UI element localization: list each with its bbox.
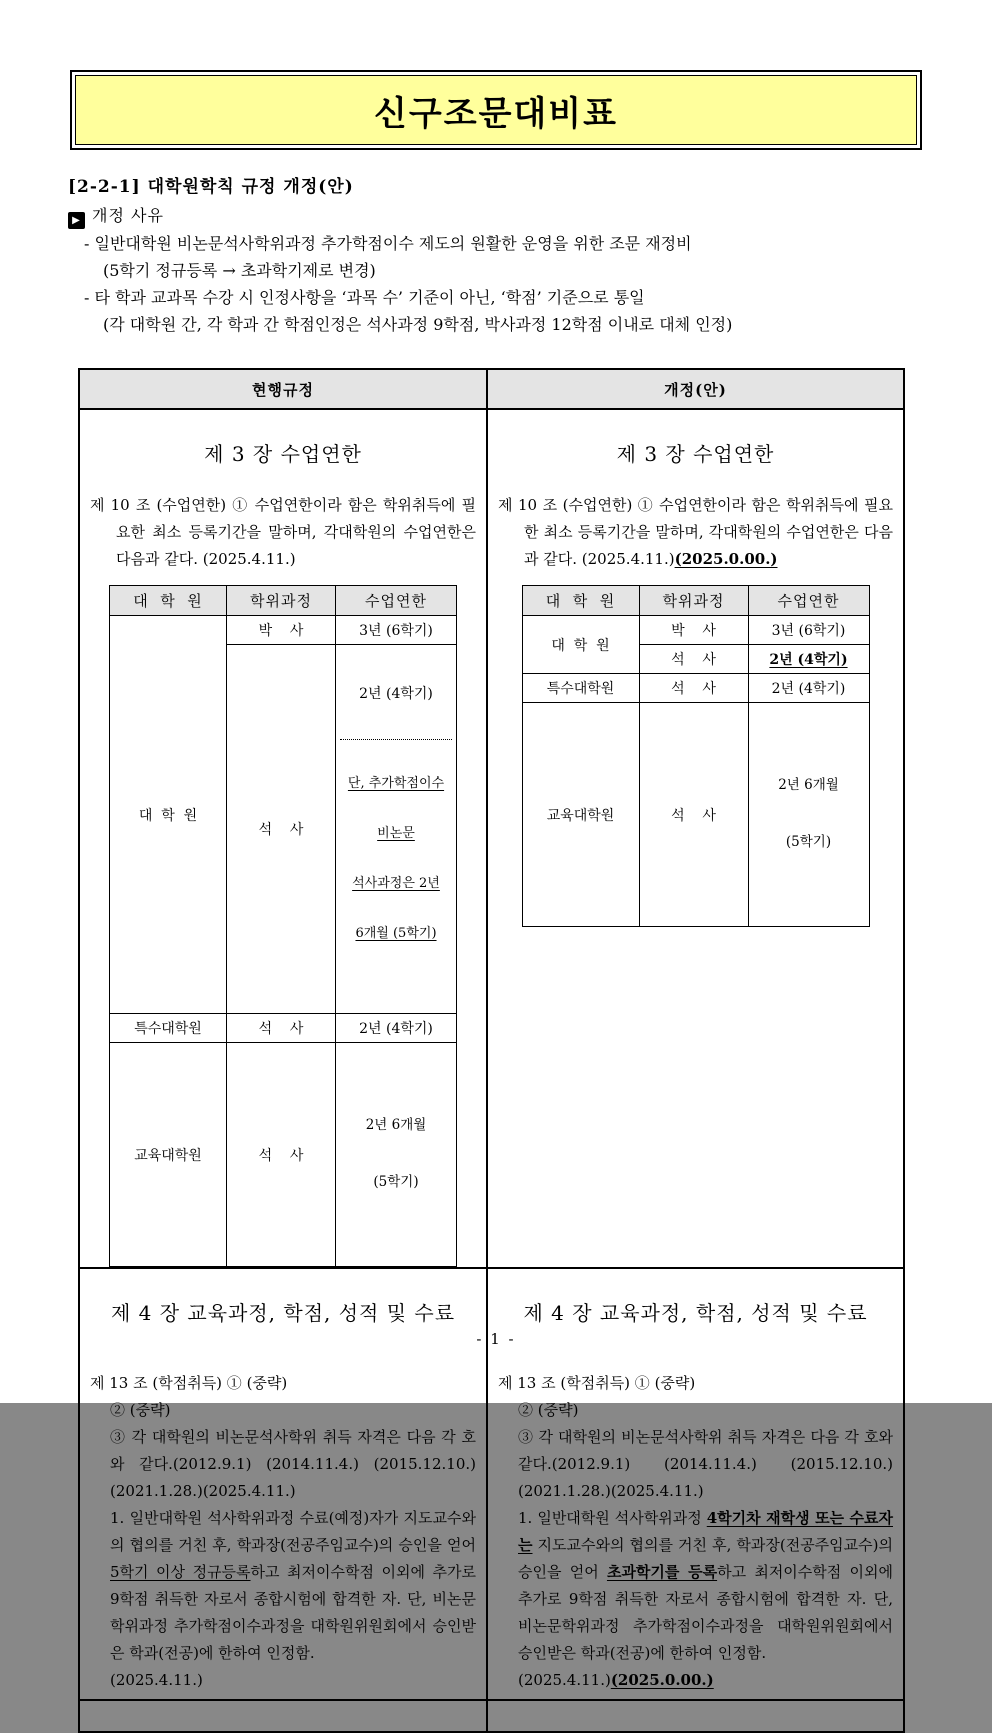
article13-p3: ③ 각 대학원의 비논문석사학위 취득 자격은 다음 각 호와 같다.(2012.9.1) (2014.11.4.) (2015.12.10.) (2021.1.28.)(2025.4.11.)	[518, 1428, 893, 1500]
title-box-inner	[75, 75, 917, 145]
empty-row	[79, 1700, 904, 1732]
article13-p2: ② (중략)	[518, 1401, 579, 1419]
doctor-duration-cell: 3년 (6학기)	[336, 616, 457, 645]
col-degree-course: 학위과정	[639, 586, 748, 616]
page-number: - 1 -	[476, 1330, 516, 1348]
article13-block	[498, 1370, 893, 1694]
current-regulation-header: 현행규정	[79, 369, 487, 409]
article13-p3: ③ 각 대학원의 비논문석사학위 취득 자격은 다음 각 호와 같다.(2012.9.1) (2014.11.4.) (2015.12.10.) (2021.1.28.)(2025.4.11.)	[110, 1428, 476, 1500]
master-duration-cell	[336, 645, 457, 1014]
col-degree-course: 학위과정	[227, 586, 336, 616]
comparison-header-row	[79, 369, 904, 409]
edu-grad-course-cell: 석 사	[227, 1043, 336, 1267]
article10-paragraph: 제 10 조 (수업연한) ① 수업연한이라 함은 학위취득에 필요한 최소 등록기간을 말하며, 각대학원의 수업연한은 다음과 같다. (2025.4.11.)	[90, 496, 476, 568]
note-line: 6개월 (5학기)	[355, 926, 437, 941]
doctor-row	[522, 616, 869, 645]
col-duration: 수업연한	[336, 586, 457, 616]
note-line: 비논문	[377, 826, 415, 841]
special-grad-duration-cell: 2년 (4학기)	[748, 674, 869, 703]
col-graduate-school: 대 학 원	[522, 586, 639, 616]
article13-p1: 제 13 조 (학점취득) ① (중략)	[90, 1374, 288, 1392]
reason-item-sub: (5학기 정규등록 → 초과학기제로 변경)	[103, 261, 376, 280]
reason-item-sub: (각 대학원 간, 각 학과 간 학점인정은 석사과정 9학점, 박사과정 12학점 이내로 대체 인정)	[103, 315, 733, 334]
master-duration-note	[340, 739, 452, 980]
article13-p5: (2025.4.11.)(2025.0.00.)	[518, 1671, 714, 1689]
special-grad-row	[522, 674, 869, 703]
duration-header-row	[110, 586, 457, 616]
special-grad-course-cell: 석 사	[639, 674, 748, 703]
note-line: 단, 추가학점이수	[347, 776, 445, 791]
reason-item: - 타 학과 교과목 수강 시 인정사항을 ‘과목 수’ 기준이 아닌, ‘학점’ 기준으로 통일	[84, 288, 645, 307]
special-grad-course-cell: 석 사	[227, 1014, 336, 1043]
document-title: 신구조문대비표	[374, 94, 618, 134]
special-grad-row	[110, 1014, 457, 1043]
section-heading: [2-2-1] 대학원학칙 규정 개정(안)	[68, 177, 354, 197]
duration-table-revised	[522, 585, 870, 927]
special-grad-duration-cell: 2년 (4학기)	[336, 1014, 457, 1043]
edu-grad-name-cell: 교육대학원	[522, 703, 639, 927]
edu-duration-line: (5학기)	[785, 834, 832, 850]
edu-grad-duration-cell	[748, 703, 869, 927]
edu-duration-line: 2년 6개월	[365, 1117, 427, 1133]
edu-grad-course-cell: 석 사	[639, 703, 748, 927]
current-chapter3-cell	[79, 409, 487, 1268]
revised-chapter3-cell	[487, 409, 904, 1268]
reason-item: - 일반대학원 비논문석사학위과정 추가학점이수 제도의 원활한 운영을 위한 조문 재정비	[84, 234, 692, 253]
article13-p2: ② (중략)	[110, 1401, 171, 1419]
revision-reason-text: 개정 사유	[92, 206, 164, 225]
edu-grad-duration-cell	[336, 1043, 457, 1267]
duration-header-row	[522, 586, 869, 616]
article10-paragraph: 제 10 조 (수업연한) ① 수업연한이라 함은 학위취득에 필요한 최소 등록기간을 말하며, 각대학원의 수업연한은 다음과 같다. (2025.4.11.)(2025.0.00.)	[498, 496, 893, 568]
revised-draft-header: 개정(안)	[487, 369, 904, 409]
master-duration-main: 2년 (4학기)	[359, 686, 433, 702]
empty-cell-revised	[487, 1700, 904, 1732]
revision-reason-list	[84, 230, 922, 338]
master-duration-cell: 2년 (4학기)	[748, 645, 869, 674]
chapter3-row	[79, 409, 904, 1268]
article13-block	[90, 1370, 476, 1694]
edu-duration-line: (5학기)	[373, 1174, 419, 1190]
revision-reason-label	[68, 203, 164, 229]
grad-school-cell: 대 학 원	[522, 616, 639, 674]
special-grad-name-cell: 특수대학원	[110, 1014, 227, 1043]
special-grad-name-cell: 특수대학원	[522, 674, 639, 703]
grad-school-cell: 대 학 원	[110, 616, 227, 1014]
doctor-row	[110, 616, 457, 645]
doctor-course-cell: 박 사	[639, 616, 748, 645]
chapter3-heading: 제 3 장 수업연한	[204, 442, 362, 466]
edu-grad-name-cell: 교육대학원	[110, 1043, 227, 1267]
edu-grad-row	[522, 703, 869, 927]
duration-table-current	[109, 585, 457, 1267]
col-duration: 수업연한	[748, 586, 869, 616]
master-course-cell: 석 사	[639, 645, 748, 674]
article13-p4: 1. 일반대학원 석사학위과정 4학기차 재학생 또는 수료자는 지도교수와의 협의를 거친 후, 학과장(전공주임교수)의 승인을 얻어 초과학기를 등록하고 최저이수학점 이외에 추가로 9학점 취득한 자로서 종합시험에 합격한 자. 단, 비논문학위과정 추가학점이수과정을 대학원위원회에서 승인받은 학과(전공)에 한하여 인정함.	[518, 1509, 893, 1662]
edu-grad-row	[110, 1043, 457, 1267]
comparison-table	[78, 368, 905, 1733]
chapter4-heading: 제 4 장 교육과정, 학점, 성적 및 수료	[523, 1301, 868, 1325]
edu-duration-line: 2년 6개월	[778, 777, 839, 793]
chapter4-heading: 제 4 장 교육과정, 학점, 성적 및 수료	[110, 1301, 456, 1325]
title-box	[70, 70, 922, 150]
note-line: 석사과정은 2년	[352, 876, 440, 891]
chapter3-heading: 제 3 장 수업연한	[616, 442, 775, 466]
doctor-duration-cell: 3년 (6학기)	[748, 616, 869, 645]
article13-p4: 1. 일반대학원 석사학위과정 수료(예정)자가 지도교수와의 협의를 거친 후, 학과장(전공주임교수)의 승인을 얻어 5학기 이상 정규등록하고 최저이수학점 이외에 추가로 9학점 취득한 자로서 종합시험에 합격한 자. 단, 비논문학위과정 추가학점이수과정을 대학원위원회에서 승인받은 학과(전공)에 한하여 인정함.	[110, 1509, 476, 1662]
article13-p1: 제 13 조 (학점취득) ① (중략)	[498, 1374, 696, 1392]
article13-p5: (2025.4.11.)	[110, 1671, 203, 1689]
col-graduate-school: 대 학 원	[110, 586, 227, 616]
master-course-cell: 석 사	[227, 645, 336, 1014]
empty-cell-current	[79, 1700, 487, 1732]
doctor-course-cell: 박 사	[227, 616, 336, 645]
arrow-bullet-icon: ▶	[68, 212, 85, 229]
